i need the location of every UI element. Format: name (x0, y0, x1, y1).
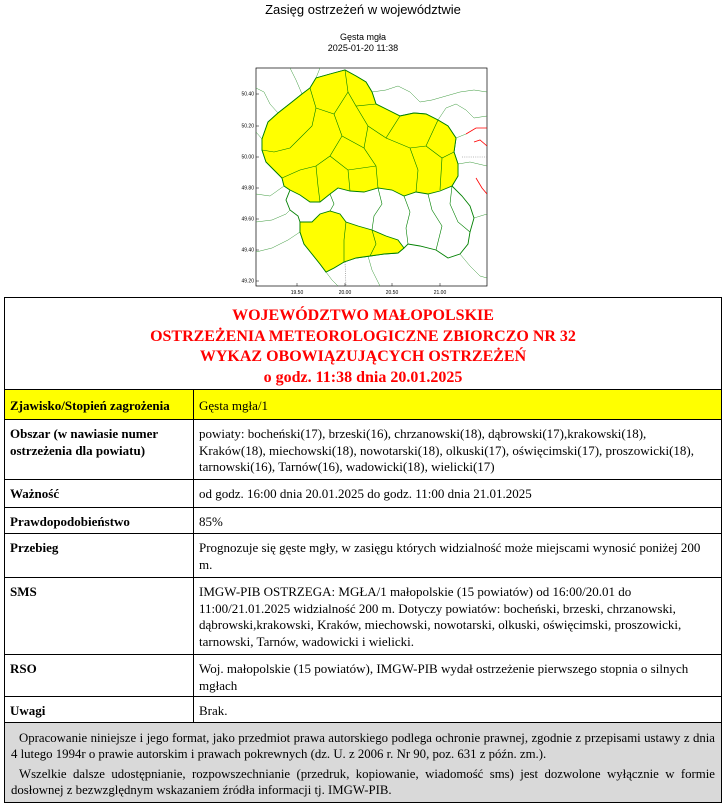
row-course (5, 533, 722, 577)
row-value-course: Prognozuje się gęste mgły, w zasięgu których widzialność może miejscami wynosić poniżej 200 m. (194, 533, 722, 577)
row-label-validity: Ważność (5, 479, 194, 507)
row-phenomenon (5, 389, 722, 419)
header-voivodeship: WOJEWÓDZTWO MAŁOPOLSKIE (232, 307, 494, 324)
map-timestamp: 2025-01-20 11:38 (327, 43, 399, 53)
row-remarks (5, 697, 722, 723)
row-label-sms: SMS (5, 577, 194, 654)
lat-label: 49.60 (241, 216, 254, 223)
row-value-validity: od godz. 16:00 dnia 20.01.2025 do godz. 11:00 dnia 21.01.2025 (194, 479, 722, 507)
row-value-sms: IMGW-PIB OSTRZEGA: MGŁA/1 małopolskie (15 powiatów) od 16:00/20.01 do 11:00/21.01.2025 widzialność 200 m. Dotyczy powiatów: bocheński, brzeski, chrzanowski, dąbrowski,krakowski, Kraków, miechowski, nowotarski, olkuski, oświęcimski, proszowicki, tarnowski, Tarnów, wadowicki i wielicki. (194, 577, 722, 654)
row-rso (5, 654, 722, 696)
header-issue-time: o godz. 11:38 dnia 20.01.2025 (263, 369, 463, 387)
redistribution-notice: Wszelkie dalsze udostępnianie, rozpowszechnianie (przedruk, kopiowanie, wiadomość sms) jest dozwolone wyłącznie w formie dosłownej z bezwzględnym wskazaniem źródła informacji tj. IMGW-PIB. (11, 766, 715, 798)
row-value-remarks: Brak. (194, 697, 722, 723)
map-phenomenon: Gęsta mgła (339, 32, 387, 42)
row-value-area: powiaty: bocheński(17), brzeski(16), chrzanowski(18), dąbrowski(17),krakowski(18), Kraków(18), miechowski(18), nowotarski(18), olkuski(17), oświęcimski(17), proszowicki(18), tarnowski(16), Tarnów(16), wadowicki(18), wielicki(17) (194, 419, 722, 479)
lat-label: 49.20 (241, 278, 254, 285)
warning-table (4, 297, 722, 803)
warning-header (5, 298, 722, 390)
row-probability (5, 507, 722, 533)
header-bulletin-number: OSTRZEŻENIA METEOROLOGICZNE ZBIORCZO NR 32 (150, 327, 576, 345)
warning-header-cell (5, 298, 722, 390)
copyright-footer-cell (5, 722, 722, 802)
lat-label: 49.40 (241, 247, 254, 254)
lon-label: 21.00 (433, 290, 447, 296)
row-value-phenomenon: Gęsta mgła/1 (194, 389, 722, 419)
row-area (5, 419, 722, 479)
row-sms (5, 577, 722, 654)
row-value-rso: Woj. małopolskie (15 powiatów), IMGW-PIB wydał ostrzeżenie pierwszego stopnia o silnych mgłach (194, 654, 722, 696)
row-label-probability: Prawdopodobieństwo (5, 507, 194, 533)
lon-label: 20.00 (338, 290, 352, 296)
row-value-probability: 85% (194, 507, 722, 533)
row-label-phenomenon: Zjawisko/Stopień zagrożenia (5, 389, 194, 419)
header-list-title: WYKAZ OBOWIĄZUJĄCYCH OSTRZEŻEŃ (199, 348, 527, 366)
copyright-notice: Opracowanie niniejsze i jego format, jako przedmiot prawa autorskiego podlega ochronie prawnej, zgodnie z przepisami ustawy z dnia 4 lutego 1994r o prawie autorskim i prawach pokrewnych (dz. U. z 2006 r. Nr 90, poz. 631 z późn. zm.). (11, 730, 715, 762)
row-label-area: Obszar (w nawiasie numer ostrzeżenia dla powiatu) (5, 419, 194, 479)
row-label-rso: RSO (5, 654, 194, 696)
lon-label: 19.50 (290, 290, 304, 296)
row-validity (5, 479, 722, 507)
warning-map (236, 62, 492, 300)
row-label-remarks: Uwagi (5, 697, 194, 723)
lat-label: 50.00 (241, 154, 254, 161)
lon-label: 20.50 (385, 290, 399, 296)
page-title: Zasięg ostrzeżeń w województwie (265, 2, 461, 17)
lat-label: 49.80 (241, 185, 254, 192)
copyright-footer (5, 722, 722, 802)
row-label-course: Przebieg (5, 533, 194, 577)
lat-label: 50.40 (241, 91, 254, 98)
lat-label: 50.20 (241, 123, 254, 130)
